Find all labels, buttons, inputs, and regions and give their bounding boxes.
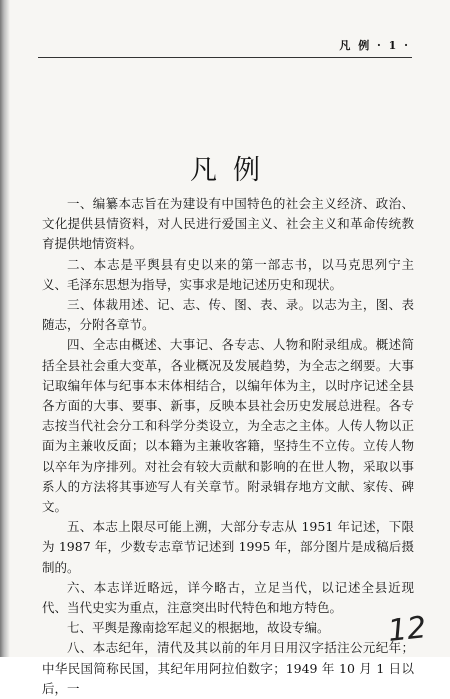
page-edge-shadow	[0, 0, 10, 657]
paragraph-8: 八、本志纪年，清代及其以前的年月日用汉字括注公元纪年；中华民国简称民国，其纪年用阿拉伯数字；1949 年 10 月 1 日以后，一	[42, 640, 414, 696]
paragraph-4: 四、全志由概述、大事记、各专志、人物和附录组成。概述简括全县社会重大变革，各业概况及发展趋势，为全志之纲要。大事记取编年体与纪事本末体相结合，以编年体为主，以时序记述全县各方面的大事、要事、新事，反映本县社会历史发展总进程。各专志按当代社会分工和科学分类设立，为全志之主体。人传人物以正面为主兼收反面；以本籍为主兼收客籍，坚持生不立传。立传人物以卒年为序排列。对社会有较大贡献和影响的在世人物，采取以事系人的方法将其事迹写人有关章节。附录辑存地方文献、家传、碑文。	[42, 337, 414, 515]
header-rule	[38, 57, 412, 58]
page-title: 凡例	[190, 155, 276, 186]
paragraph-6: 六、本志详近略远，详今略古，立足当代，以记述全县近现代、当代史实为重点，注意突出时代特色和地方特色。	[42, 579, 414, 616]
paragraph-1: 一、编纂本志旨在为建设有中国特色的社会主义经济、政治、文化提供县情资料，对人民进行爱国主义、社会主义和革命传统教育提供地情资料。	[42, 196, 414, 252]
paragraph-3: 三、体裁用述、记、志、传、图、表、录。以志为主，图、表随志，分附各章节。	[42, 297, 414, 333]
paragraph-2: 二、本志是平舆县有史以来的第一部志书，以马克思列宁主义、毛泽东思想为指导，实事求是地记述历史和现状。	[42, 256, 414, 292]
paragraph-5: 五、本志上限尽可能上溯，大部分专志从 1951 年记述，下限为 1987 年，少数专志章节记述到 1995 年，部分图片是成稿后摄制的。	[42, 519, 414, 575]
running-header: 凡 例 · 1 ·	[339, 39, 410, 52]
paragraph-7: 七、平舆是豫南捻军起义的根据地，故设专编。	[67, 620, 330, 636]
body-text	[42, 194, 414, 699]
handwritten-page-mark: 12	[386, 610, 428, 649]
